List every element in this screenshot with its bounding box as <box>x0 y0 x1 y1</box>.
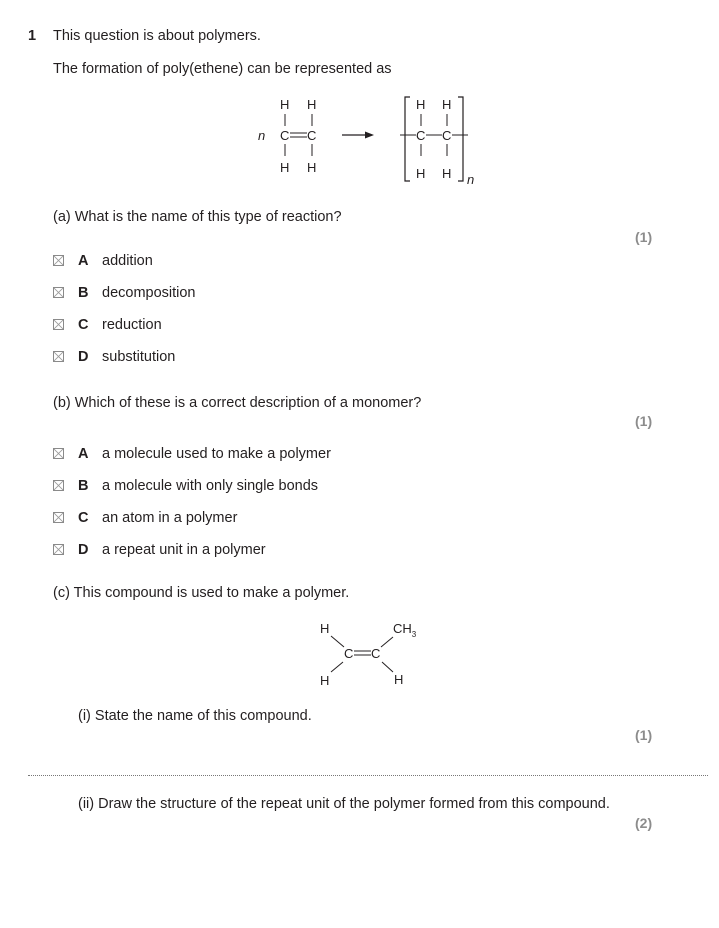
option-text: addition <box>102 253 153 269</box>
atom-h: H <box>320 621 330 636</box>
atom-h: H <box>307 160 317 175</box>
right-bracket <box>458 97 463 181</box>
option-text: a molecule with only single bonds <box>102 478 319 494</box>
part-c-i-marks: (1) <box>635 727 653 743</box>
part-c-ii-prompt: (ii) Draw the structure of the repeat unit of the polymer formed from this compound. <box>78 796 610 812</box>
atom-h: H <box>416 97 426 112</box>
atom-c: C <box>344 646 354 661</box>
answer-checkbox[interactable] <box>53 287 64 298</box>
option-letter: A <box>78 446 89 462</box>
part-c-i-prompt: (i) State the name of this compound. <box>78 708 312 724</box>
atom-h: H <box>320 673 330 688</box>
atom-c: C <box>371 646 381 661</box>
option-text: a molecule used to make a polymer <box>102 446 331 462</box>
answer-checkbox[interactable] <box>53 319 64 330</box>
atom-h: H <box>307 97 317 112</box>
answer-checkbox[interactable] <box>53 255 64 266</box>
part-a-marks: (1) <box>635 229 653 245</box>
option-letter: A <box>78 253 89 269</box>
atom-c: C <box>416 128 426 143</box>
atom-c: C <box>442 128 452 143</box>
option-text: a repeat unit in a polymer <box>102 542 266 558</box>
part-a-prompt: (a) What is the name of this type of reaction? <box>53 209 342 225</box>
option-letter: C <box>78 510 89 526</box>
atom-c: C <box>307 128 317 143</box>
part-b-prompt: (b) Which of these is a correct description of a monomer? <box>53 395 422 411</box>
ch3-subscript: 3 <box>411 630 417 639</box>
option-text: decomposition <box>102 285 196 301</box>
equation-n-right: n <box>467 172 475 187</box>
atom-h: H <box>442 166 452 181</box>
answer-checkbox[interactable] <box>53 480 64 491</box>
answer-line[interactable] <box>28 775 708 776</box>
atom-h: H <box>280 97 290 112</box>
atom-h: H <box>394 672 404 687</box>
ch3-main: CH <box>393 621 412 636</box>
answer-checkbox[interactable] <box>53 351 64 362</box>
option-letter: B <box>78 478 89 494</box>
answer-checkbox[interactable] <box>53 448 64 459</box>
atom-c: C <box>280 128 290 143</box>
question-number: 1 <box>28 28 37 44</box>
left-bracket <box>405 97 410 181</box>
part-c-prompt: (c) This compound is used to make a polymer. <box>53 585 350 601</box>
polymerisation-equation <box>250 90 490 190</box>
atom-h: H <box>442 97 452 112</box>
option-text: substitution <box>102 349 176 365</box>
option-letter: B <box>78 285 89 301</box>
atom-h: H <box>416 166 426 181</box>
question-stem: This question is about polymers. <box>53 28 261 44</box>
option-letter: C <box>78 317 89 333</box>
answer-checkbox[interactable] <box>53 544 64 555</box>
answer-checkbox[interactable] <box>53 512 64 523</box>
option-text: an atom in a polymer <box>102 510 238 526</box>
option-text: reduction <box>102 317 162 333</box>
option-letter: D <box>78 542 89 558</box>
atom-h: H <box>280 160 290 175</box>
part-b-marks: (1) <box>635 413 653 429</box>
equation-n-left: n <box>258 128 266 143</box>
part-c-ii-marks: (2) <box>635 815 653 831</box>
option-letter: D <box>78 349 89 365</box>
question-intro: The formation of poly(ethene) can be represented as <box>53 61 392 77</box>
drawing-answer-area[interactable] <box>78 840 658 920</box>
propene-structure <box>300 612 440 694</box>
atom-ch3 <box>393 621 417 639</box>
